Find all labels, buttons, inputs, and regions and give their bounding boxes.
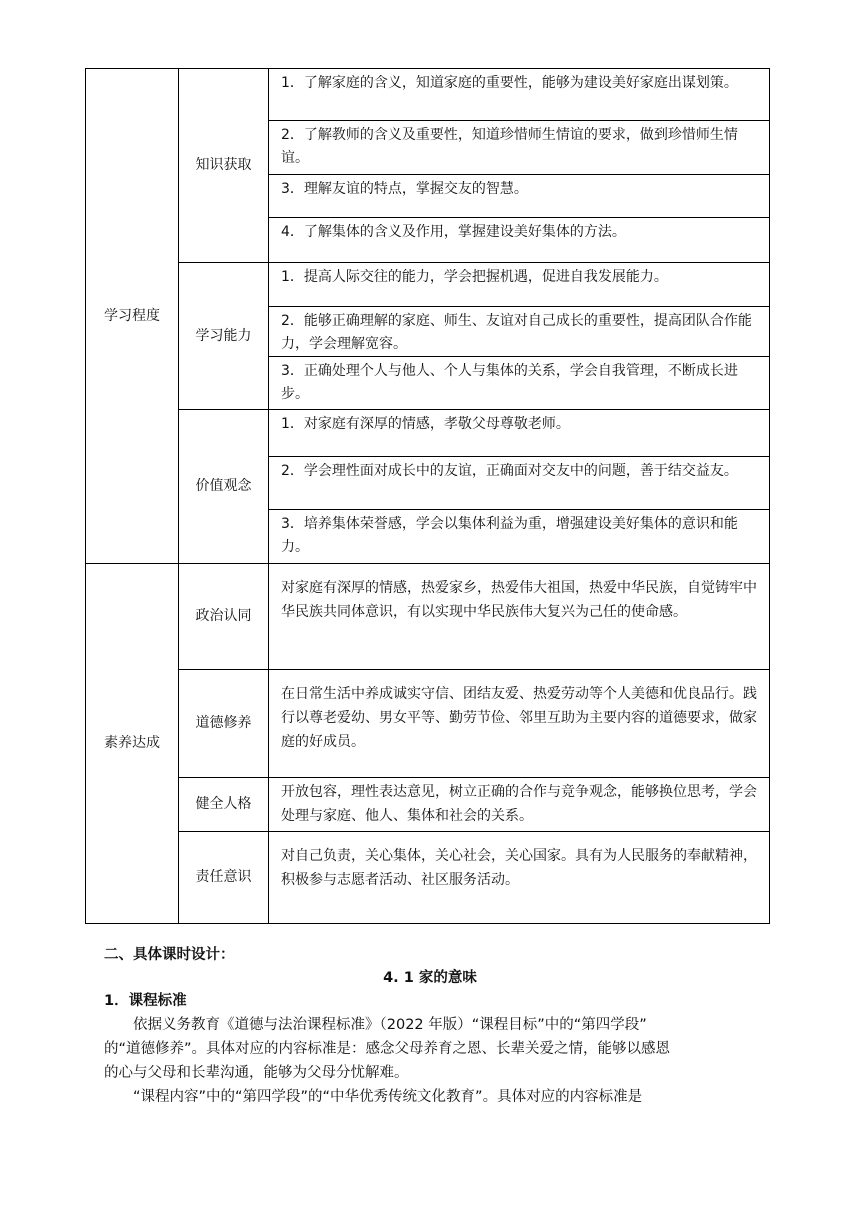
- section-label-values: 价值观念: [195, 478, 252, 494]
- knowledge-item: 1．了解家庭的含义，知道家庭的重要性，能够为建设美好家庭出谋划策。: [281, 75, 738, 91]
- section-heading: 二、具体课时设计：: [104, 947, 235, 963]
- lesson-title: 4. 1 家的意味: [383, 970, 477, 986]
- row-text-responsibility: 对自己负责，关心集体，关心社会，关心国家。具有为人民服务的奉献精神，积极参与志愿者活动、社区服务活动。: [281, 848, 757, 888]
- row-text-sound-personality: 开放包容，理性表达意见，树立正确的合作与竞争观念，能够换位思考，学会处理与家庭、他人、集体和社会的关系。: [281, 784, 757, 824]
- row-text-moral-cultivation: 在日常生活中养成诚实守信、团结友爱、热爱劳动等个人美德和优良品行。践行以尊老爱幼、男女平等、勤劳节俭、邻里互助为主要内容的道德要求，做家庭的好成员。: [281, 686, 757, 750]
- row-label-responsibility: 责任意识: [195, 869, 252, 885]
- ability-item: 3．正确处理个人与他人、个人与集体的关系，学会自我管理，不断成长进步。: [281, 363, 738, 402]
- values-item: 1．对家庭有深厚的情感，孝敬父母尊敬老师。: [281, 416, 570, 432]
- group-label-learning-level: 学习程度: [104, 307, 160, 324]
- row-label-moral-cultivation: 道德修养: [195, 715, 252, 731]
- paragraph-line: “课程内容”中的“第四学段”的“中华优秀传统文化教育”。具体对应的内容标准是: [133, 1089, 643, 1105]
- row-text-political-identity: 对家庭有深厚的情感，热爱家乡，热爱伟大祖国，热爱中华民族，自觉铸牢中华民族共同体意识，有以实现中华民族伟大复兴为己任的使命感。: [281, 580, 757, 620]
- values-item: 2．学会理性面对成长中的友谊，正确面对交友中的问题，善于结交益友。: [281, 463, 738, 479]
- section-label-ability: 学习能力: [195, 327, 252, 344]
- paragraph-line: 的心与父母和长辈沟通，能够为父母分忧解难。: [104, 1065, 409, 1081]
- ability-item: 1．提高人际交往的能力，学会把握机遇，促进自我发展能力。: [281, 269, 668, 285]
- section-label-knowledge: 知识获取: [195, 157, 252, 173]
- paragraph-line: 的“道德修养”。具体对应的内容标准是：感念父母养育之恩、长辈关爱之情，能够以感恩: [104, 1041, 671, 1057]
- values-item: 3．培养集体荣誉感，学会以集体利益为重，增强建设美好集体的意识和能力。: [281, 516, 738, 555]
- knowledge-item: 2．了解教师的含义及重要性，知道珍惜师生情谊的要求，做到珍惜师生情谊。: [281, 127, 738, 166]
- paragraph-line: 依据义务教育《道德与法治课程标准》（2022 年版）“课程目标”中的“第四学段”: [133, 1017, 647, 1033]
- row-label-political-identity: 政治认同: [195, 608, 252, 624]
- row-label-sound-personality: 健全人格: [195, 796, 252, 812]
- ability-item: 2．能够正确理解的家庭、师生、友谊对自己成长的重要性，提高团队合作能力，学会理解宽容。: [281, 313, 752, 352]
- knowledge-item: 3．理解友谊的特点，掌握交友的智慧。: [281, 181, 528, 197]
- subheading-curriculum-standard: 1．课程标准: [104, 993, 187, 1009]
- group-label-literacy: 素养达成: [104, 735, 160, 751]
- knowledge-item: 4．了解集体的含义及作用，掌握建设美好集体的方法。: [281, 224, 626, 240]
